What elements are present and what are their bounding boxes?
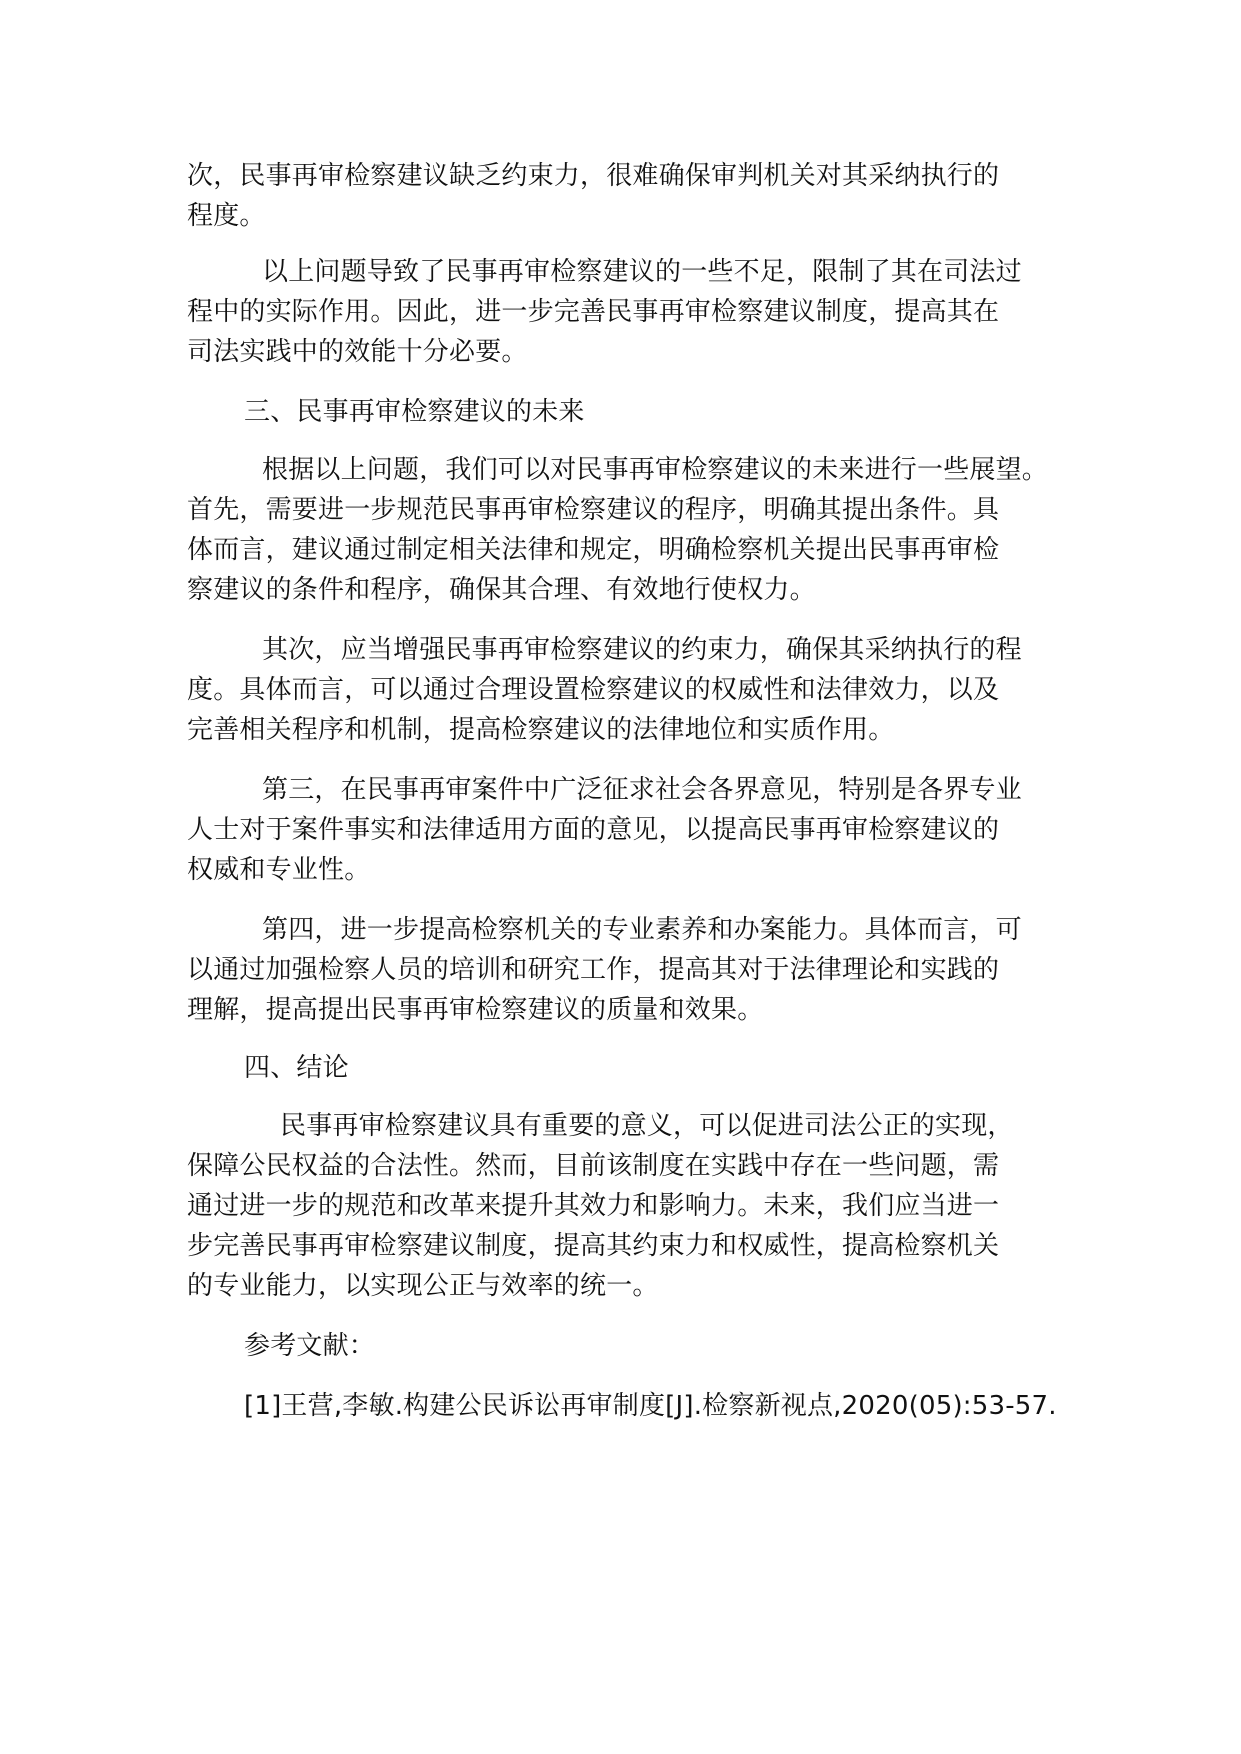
paragraph-line: 第三，在民事再审案件中广泛征求社会各界意见，特别是各界专业 — [262, 775, 1022, 805]
paragraph-line: 首先，需要进一步规范民事再审检察建议的程序，明确其提出条件。具 — [187, 495, 1000, 525]
paragraph-line: 步完善民事再审检察建议制度，提高其约束力和权威性，提高检察机关 — [187, 1231, 1000, 1261]
paragraph-line: 体而言，建议通过制定相关法律和规定，明确检察机关提出民事再审检 — [187, 535, 1000, 565]
paragraph-line: 民事再审检察建议具有重要的意义，可以促进司法公正的实现， — [280, 1111, 1014, 1141]
reference-item: [1]王营,李敏.构建公民诉讼再审制度[J].检察新视点,2020(05):53-57. — [244, 1391, 1057, 1421]
paragraph-line: 以上问题导致了民事再审检察建议的一些不足，限制了其在司法过 — [262, 257, 1022, 287]
paragraph-line: 通过进一步的规范和改革来提升其效力和影响力。未来，我们应当进一 — [187, 1191, 1000, 1221]
references-heading: 参考文献： — [244, 1331, 376, 1361]
paragraph-line: 度。具体而言，可以通过合理设置检察建议的权威性和法律效力，以及 — [187, 675, 1000, 705]
paragraph-line: 以通过加强检察人员的培训和研究工作，提高其对于法律理论和实践的 — [187, 955, 1000, 985]
paragraph-line: 权威和专业性。 — [187, 855, 371, 885]
paragraph-line: 司法实践中的效能十分必要。 — [187, 337, 528, 367]
paragraph-line: 人士对于案件事实和法律适用方面的意见，以提高民事再审检察建议的 — [187, 815, 1000, 845]
paragraph-line: 程中的实际作用。因此，进一步完善民事再审检察建议制度，提高其在 — [187, 297, 1000, 327]
paragraph-continuation-line: 程度。 — [187, 201, 266, 231]
paragraph-line: 第四，进一步提高检察机关的专业素养和办案能力。具体而言，可 — [262, 915, 1022, 945]
paragraph-line: 完善相关程序和机制，提高检察建议的法律地位和实质作用。 — [187, 715, 895, 745]
section-heading: 四、结论 — [244, 1053, 349, 1083]
paragraph-continuation-line: 次，民事再审检察建议缺乏约束力，很难确保审判机关对其采纳执行的 — [187, 161, 1000, 191]
paragraph-line: 保障公民权益的合法性。然而，目前该制度在实践中存在一些问题，需 — [187, 1151, 1000, 1181]
paragraph-line: 的专业能力，以实现公正与效率的统一。 — [187, 1271, 659, 1301]
paragraph-line: 察建议的条件和程序，确保其合理、有效地行使权力。 — [187, 575, 816, 605]
paragraph-line: 理解，提高提出民事再审检察建议的质量和效果。 — [187, 995, 764, 1025]
paragraph-line: 根据以上问题，我们可以对民事再审检察建议的未来进行一些展望。 — [262, 455, 1049, 485]
paragraph-line: 其次，应当增强民事再审检察建议的约束力，确保其采纳执行的程 — [262, 635, 1022, 665]
section-heading: 三、民事再审检察建议的未来 — [244, 397, 585, 427]
